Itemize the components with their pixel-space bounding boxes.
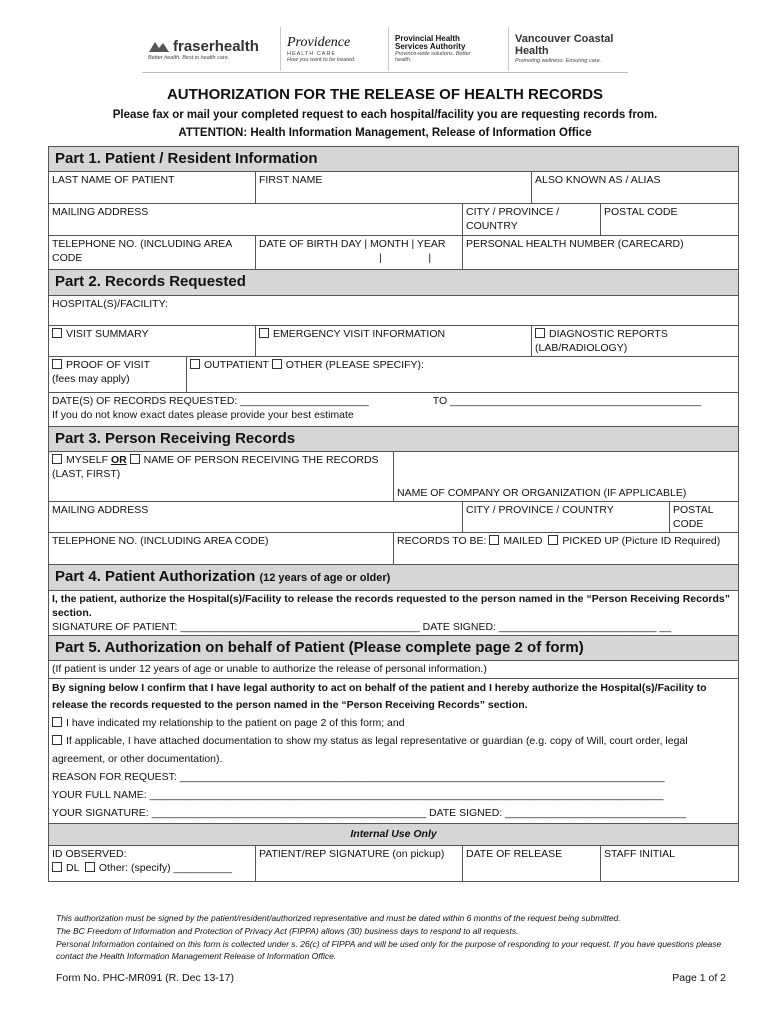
providence-logo: [280, 27, 388, 71]
logo-banner: [142, 26, 628, 73]
patient-mailing-address-field[interactable]: MAILING ADDRESS: [49, 204, 463, 236]
form-title: AUTHORIZATION FOR THE RELEASE OF HEALTH RECORDS: [166, 86, 604, 103]
your-full-name-line[interactable]: YOUR FULL NAME: ________________________________________________________________________________________: [52, 788, 664, 801]
diagnostic-checkbox[interactable]: [535, 328, 545, 338]
patient-first-name-field[interactable]: FIRST NAME: [256, 172, 532, 204]
emergency-label: EMERGENCY VISIT INFORMATION: [273, 327, 446, 340]
part3-heading: Part 3. Person Receiving Records: [49, 426, 739, 451]
picked-up-checkbox[interactable]: [548, 535, 558, 545]
form-number: Form No. PHC-MR091 (R. Dec 13-17): [56, 972, 234, 984]
providence-tagline: How you want to be treated.: [287, 57, 356, 63]
part4-title: Part 4. Patient Authorization: [55, 568, 256, 586]
representative-authorization-block: [49, 678, 739, 824]
fraser-health-logo: [142, 27, 280, 71]
providence-sub: HEALTH CARE: [287, 51, 337, 57]
patient-signature-tail: __: [659, 621, 672, 634]
proof-checkbox[interactable]: [52, 359, 62, 369]
patient-date-of-birth-field[interactable]: [256, 236, 463, 270]
recipient-telephone-field[interactable]: TELEPHONE NO. (INCLUDING AREA CODE): [49, 533, 394, 565]
reason-for-request-line[interactable]: REASON FOR REQUEST: ___________________________________________________________________________________: [52, 770, 665, 783]
patient-authorization-block: [49, 590, 739, 636]
proof-of-visit-option[interactable]: [49, 356, 187, 392]
part5-note: (If patient is under 12 years of age or unable to authorize the release of personal information.): [49, 661, 739, 678]
id-observed-label: ID OBSERVED:: [52, 847, 127, 860]
note-line-1: This authorization must be signed by the patient/resident/authorized representative and must be dated within 6 months of the request being submitted.: [56, 913, 621, 923]
form-notes: [56, 912, 736, 963]
dl-checkbox[interactable]: [52, 862, 62, 872]
visit-summary-label: VISIT SUMMARY: [66, 327, 149, 340]
patient-telephone-field[interactable]: TELEPHONE NO. (INCLUDING AREA CODE: [49, 236, 256, 270]
patient-rep-signature-field[interactable]: PATIENT/REP SIGNATURE (on pickup): [256, 845, 463, 881]
dl-label: DL: [66, 861, 80, 874]
recipient-name-field[interactable]: [49, 452, 394, 502]
named-person-checkbox[interactable]: [130, 454, 140, 464]
fraser-health-name: fraserhealth: [173, 37, 259, 55]
part1-heading: Part 1. Patient / Resident Information: [49, 147, 739, 172]
note-line-2: The BC Freedom of Information and Protection of Privacy Act (FIPPA) allows (30) business days to respond to all requests.: [56, 925, 519, 936]
recipient-postal-code-field[interactable]: POSTAL CODE: [670, 502, 739, 533]
patient-phn-field[interactable]: PERSONAL HEALTH NUMBER (CARECARD): [463, 236, 739, 270]
vch-tagline: Promoting wellness. Ensuring care.: [515, 57, 602, 64]
recipient-city-field[interactable]: CITY / PROVINCE / COUNTRY: [463, 502, 670, 533]
emergency-visit-option[interactable]: [256, 325, 532, 356]
visit-summary-option[interactable]: [49, 325, 256, 356]
records-to-be-label: RECORDS TO BE:: [397, 535, 487, 548]
page-number: Page 1 of 2: [672, 972, 726, 984]
documentation-label: If applicable, I have attached documentation to show my status as legal representative or guardian (e.g. copy of Will, court order, legal agreement, or other documentation).: [52, 735, 688, 765]
other-id-checkbox[interactable]: [85, 862, 95, 872]
phsa-logo: [388, 27, 508, 71]
dates-to-label: TO ___________________________________________: [432, 394, 702, 407]
release-form: [48, 146, 739, 882]
vch-name: Vancouver Coastal Health: [515, 33, 614, 57]
vch-logo: [508, 27, 626, 71]
dob-separators: | |: [379, 252, 432, 265]
dob-label: DATE OF BIRTH DAY | MONTH | YEAR: [259, 238, 446, 251]
fees-note: (fees may apply): [52, 373, 130, 386]
delivery-method-row[interactable]: [394, 533, 739, 565]
relationship-label: I have indicated my relationship to the patient on page 2 of this form; and: [66, 717, 405, 730]
part2-heading: Part 2. Records Requested: [49, 270, 739, 295]
documentation-checkbox[interactable]: [52, 735, 62, 745]
staff-initial-field[interactable]: STAFF INITIAL: [601, 845, 739, 881]
id-observed-field[interactable]: [49, 845, 256, 881]
emergency-checkbox[interactable]: [259, 328, 269, 338]
myself-checkbox[interactable]: [52, 454, 62, 464]
patient-postal-code-field[interactable]: POSTAL CODE: [601, 204, 739, 236]
note-line-3: Personal Information contained on this form is collected under s. 26(c) of FIPPA and will be used only for the purpose of responding to your request. If you have questions please contact the Health Information Management Release of Information Office.: [56, 938, 722, 962]
patient-signature-line[interactable]: SIGNATURE OF PATIENT: _________________________________________ DATE SIGNED: ___________________________: [52, 621, 657, 634]
internal-use-heading: Internal Use Only: [49, 824, 739, 845]
part4-heading: [49, 565, 739, 590]
phsa-name: Provincial Health Services Authority: [395, 33, 466, 51]
named-person-label: NAME OF PERSON RECEIVING THE RECORDS: [143, 454, 379, 467]
representative-statement: By signing below I confirm that I have legal authority to act on behalf of the patient and I hereby authorize the Hospital(s)/Facility to release the records requested to the person named in the “Person Receiving Records” section.: [52, 681, 707, 712]
dates-requested-row[interactable]: [49, 392, 739, 426]
part4-title-note: (12 years of age or older): [259, 572, 391, 585]
phsa-tagline: Province-wide solutions. Better health.: [395, 51, 471, 64]
proof-label: PROOF OF VISIT: [66, 358, 151, 371]
outpatient-other-option[interactable]: [187, 356, 739, 392]
patient-alias-field[interactable]: ALSO KNOWN AS / ALIAS: [532, 172, 739, 204]
date-of-release-field[interactable]: DATE OF RELEASE: [463, 845, 601, 881]
picked-up-label: PICKED UP (Picture ID Required): [562, 535, 721, 548]
other-label: OTHER (PLEASE SPECIFY):: [285, 358, 424, 371]
patient-last-name-field[interactable]: LAST NAME OF PATIENT: [49, 172, 256, 204]
patient-city-field[interactable]: CITY / PROVINCE / COUNTRY: [463, 204, 601, 236]
diagnostic-reports-option[interactable]: [532, 325, 739, 356]
last-first-note: (LAST, FIRST): [52, 468, 121, 481]
or-label: OR: [110, 454, 127, 467]
recipient-company-field[interactable]: NAME OF COMPANY OR ORGANIZATION (IF APPLICABLE): [394, 452, 739, 502]
fraser-health-tagline: Better health. Best in health care.: [148, 54, 230, 61]
other-id-label: Other: (specify) __________: [98, 861, 232, 874]
form-attention: ATTENTION: Health Information Management, Release of Information Office: [178, 127, 592, 139]
fraser-health-mark-icon: [148, 40, 170, 54]
visit-summary-checkbox[interactable]: [52, 328, 62, 338]
dates-note: If you do not know exact dates please provide your best estimate: [52, 409, 354, 422]
outpatient-checkbox[interactable]: [190, 359, 200, 369]
facility-field[interactable]: HOSPITAL(S)/FACILITY:: [49, 295, 739, 325]
your-signature-line[interactable]: YOUR SIGNATURE: _______________________________________________ DATE SIGNED: _______________________________: [52, 806, 687, 819]
relationship-checkbox[interactable]: [52, 717, 62, 727]
patient-authorization-statement: I, the patient, authorize the Hospital(s)/Facility to release the records requested to the person named in the “Person Receiving Records” section.: [52, 592, 730, 619]
recipient-mailing-address-field[interactable]: MAILING ADDRESS: [49, 502, 463, 533]
providence-name: Providence: [287, 35, 351, 50]
dates-requested-label: DATE(S) OF RECORDS REQUESTED: ______________________: [52, 394, 369, 407]
mailed-label: MAILED: [503, 535, 543, 548]
form-instruction: Please fax or mail your completed request to each hospital/facility you are requesting records from.: [112, 109, 658, 121]
diagnostic-label: DIAGNOSTIC REPORTS (LAB/RADIOLOGY): [535, 327, 668, 354]
mailed-checkbox[interactable]: [489, 535, 499, 545]
other-checkbox[interactable]: [272, 359, 282, 369]
myself-label: MYSELF: [66, 454, 109, 467]
outpatient-label: OUTPATIENT: [204, 358, 269, 371]
part5-heading: Part 5. Authorization on behalf of Patient (Please complete page 2 of form): [49, 636, 739, 661]
